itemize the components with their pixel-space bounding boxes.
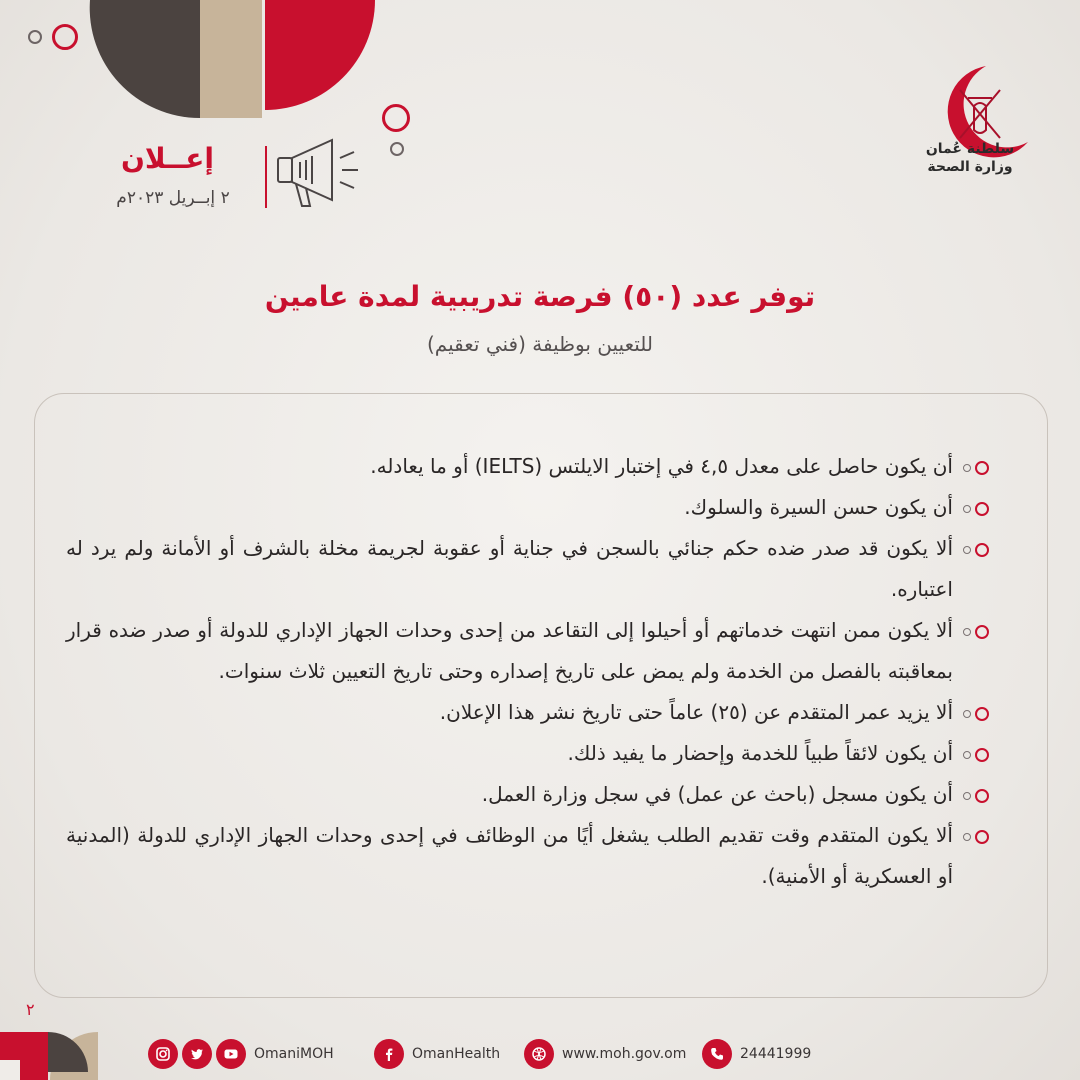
phone-icon[interactable] bbox=[702, 1039, 732, 1069]
phone-group bbox=[702, 1036, 811, 1072]
bullet-icon bbox=[959, 774, 991, 815]
condition-item bbox=[66, 774, 991, 815]
bullet-icon bbox=[959, 692, 991, 733]
bullet-icon bbox=[959, 487, 991, 528]
bullet-icon bbox=[959, 815, 991, 856]
bullet-icon bbox=[959, 610, 991, 651]
conditions-list bbox=[66, 446, 991, 897]
ministry-name-line1: سلطنة عُمان bbox=[925, 141, 1015, 157]
youtube-icon[interactable] bbox=[216, 1039, 246, 1069]
subtitle: للتعيين بوظيفة (فني تعقيم) bbox=[426, 332, 653, 356]
condition-text: ألا يكون ممن انتهت خدماتهم أو أحيلوا إلى التقاعد من إحدى وحدات الجهاز الإداري للدولة أو صدر ضده قرار بمعاقبته بالفصل من الخدمة ولم يمض على تاريخ إصداره وحتى تاريخ التعيين ثلاث سنوات. bbox=[66, 618, 953, 683]
decorative-ring-grey-2 bbox=[390, 142, 404, 156]
handle-omanhealth[interactable]: OmanHealth bbox=[412, 1046, 501, 1062]
decorative-ring-red-2 bbox=[382, 104, 410, 132]
instagram-icon[interactable] bbox=[148, 1039, 178, 1069]
condition-item bbox=[66, 733, 991, 774]
condition-text: أن يكون حسن السيرة والسلوك. bbox=[684, 495, 953, 519]
condition-text: ألا يزيد عمر المتقدم عن (٢٥) عاماً حتى تاريخ نشر هذا الإعلان. bbox=[439, 700, 953, 724]
web-icon[interactable] bbox=[524, 1039, 554, 1069]
condition-item bbox=[66, 446, 991, 487]
ministry-name-line2: وزارة الصحة bbox=[927, 159, 1013, 175]
condition-text: ألا يكون قد صدر ضده حكم جنائي بالسجن في جناية أو عقوبة لجريمة مخلة بالشرف أو الأمانة ولم يرد له اعتباره. bbox=[66, 536, 953, 601]
condition-text: أن يكون لائقاً طبياً للخدمة وإحضار ما يفيد ذلك. bbox=[567, 741, 953, 765]
condition-text: أن يكون مسجل (باحث عن عمل) في سجل وزارة العمل. bbox=[481, 782, 953, 806]
main-title: توفر عدد (٥٠) فرصة تدريبية لمدة عامين bbox=[264, 280, 816, 313]
bullet-icon bbox=[959, 528, 991, 569]
announcement-date: ٢ إبــريل ٢٠٢٣م bbox=[116, 188, 230, 208]
handle-omanimoh[interactable]: OmaniMOH bbox=[254, 1046, 334, 1062]
decorative-ring-small bbox=[28, 30, 42, 44]
website-link[interactable]: www.moh.gov.om bbox=[562, 1046, 687, 1062]
megaphone-icon bbox=[270, 132, 370, 214]
social-group-2 bbox=[374, 1036, 500, 1072]
footer bbox=[0, 1036, 1080, 1072]
phone-number[interactable]: 24441999 bbox=[740, 1046, 812, 1062]
decorative-ring-red bbox=[52, 24, 78, 50]
bullet-icon bbox=[959, 446, 991, 487]
condition-item bbox=[66, 528, 991, 610]
twitter-icon[interactable] bbox=[182, 1039, 212, 1069]
condition-item bbox=[66, 692, 991, 733]
announcement-word: إعــلان bbox=[120, 142, 215, 175]
condition-text: ألا يكون المتقدم وقت تقديم الطلب يشغل أيًا من الوظائف في إحدى وحدات الجهاز الإداري للدولة (المدنية أو العسكرية أو الأمنية). bbox=[66, 823, 953, 888]
bullet-icon bbox=[959, 733, 991, 774]
condition-text: أن يكون حاصل على معدل ٤,٥ في إختبار الايلتس (IELTS) أو ما يعادله. bbox=[370, 454, 953, 478]
condition-item bbox=[66, 815, 991, 897]
condition-item bbox=[66, 487, 991, 528]
facebook-icon[interactable] bbox=[374, 1039, 404, 1069]
page-number: ٢ bbox=[26, 1000, 35, 1019]
social-group-1 bbox=[148, 1036, 334, 1072]
condition-item bbox=[66, 610, 991, 692]
ministry-name bbox=[900, 140, 1040, 176]
website-group bbox=[524, 1036, 686, 1072]
announcement-divider bbox=[265, 146, 267, 208]
